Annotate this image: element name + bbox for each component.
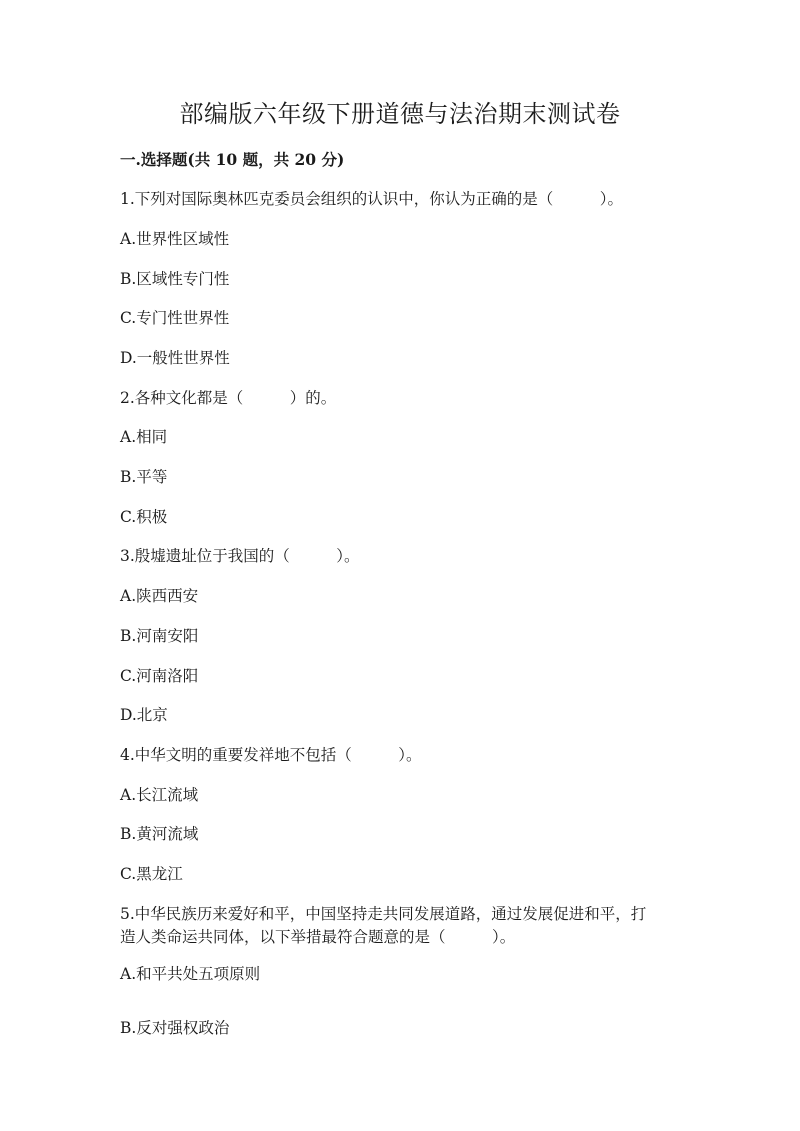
- question-2-option-c: C.积极: [120, 508, 168, 526]
- question-3-option-b: B.河南安阳: [120, 627, 199, 645]
- question-3-stem: 3.殷墟遗址位于我国的（ ）。: [120, 547, 360, 565]
- question-3-option-d: D.北京: [120, 706, 168, 724]
- question-1-option-d: D.一般性世界性: [120, 349, 230, 367]
- question-3-option-a: A.陕西西安: [120, 587, 199, 605]
- question-2-stem: 2.各种文化都是（ ）的。: [120, 389, 337, 407]
- section-heading: 一.选择题(共 10 题，共 20 分): [120, 150, 345, 169]
- page-title: 部编版六年级下册道德与法治期末测试卷: [179, 100, 621, 128]
- question-5-stem-line-2: 造人类命运共同体，以下举措最符合题意的是（ ）。: [120, 928, 516, 946]
- question-5-option-a: A.和平共处五项原则: [120, 965, 261, 983]
- question-2-option-a: A.相同: [120, 428, 168, 446]
- question-4-stem: 4.中华文明的重要发祥地不包括（ ）。: [120, 746, 422, 764]
- question-4-option-b: B.黄河流域: [120, 825, 199, 843]
- question-1-option-b: B.区域性专门性: [120, 270, 230, 288]
- question-5-stem-line-1: 5.中华民族历来爱好和平，中国坚持走共同发展道路，通过发展促进和平，打: [120, 905, 647, 923]
- question-4-option-c: C.黑龙江: [120, 865, 183, 883]
- question-1-option-a: A.世界性区域性: [120, 230, 230, 248]
- question-2-option-b: B.平等: [120, 468, 168, 486]
- question-1-stem: 1.下列对国际奥林匹克委员会组织的认识中，你认为正确的是（ ）。: [120, 190, 624, 208]
- question-4-option-a: A.长江流域: [120, 786, 199, 804]
- question-1-option-c: C.专门性世界性: [120, 309, 230, 327]
- question-5-option-b: B.反对强权政治: [120, 1019, 230, 1037]
- question-3-option-c: C.河南洛阳: [120, 667, 199, 685]
